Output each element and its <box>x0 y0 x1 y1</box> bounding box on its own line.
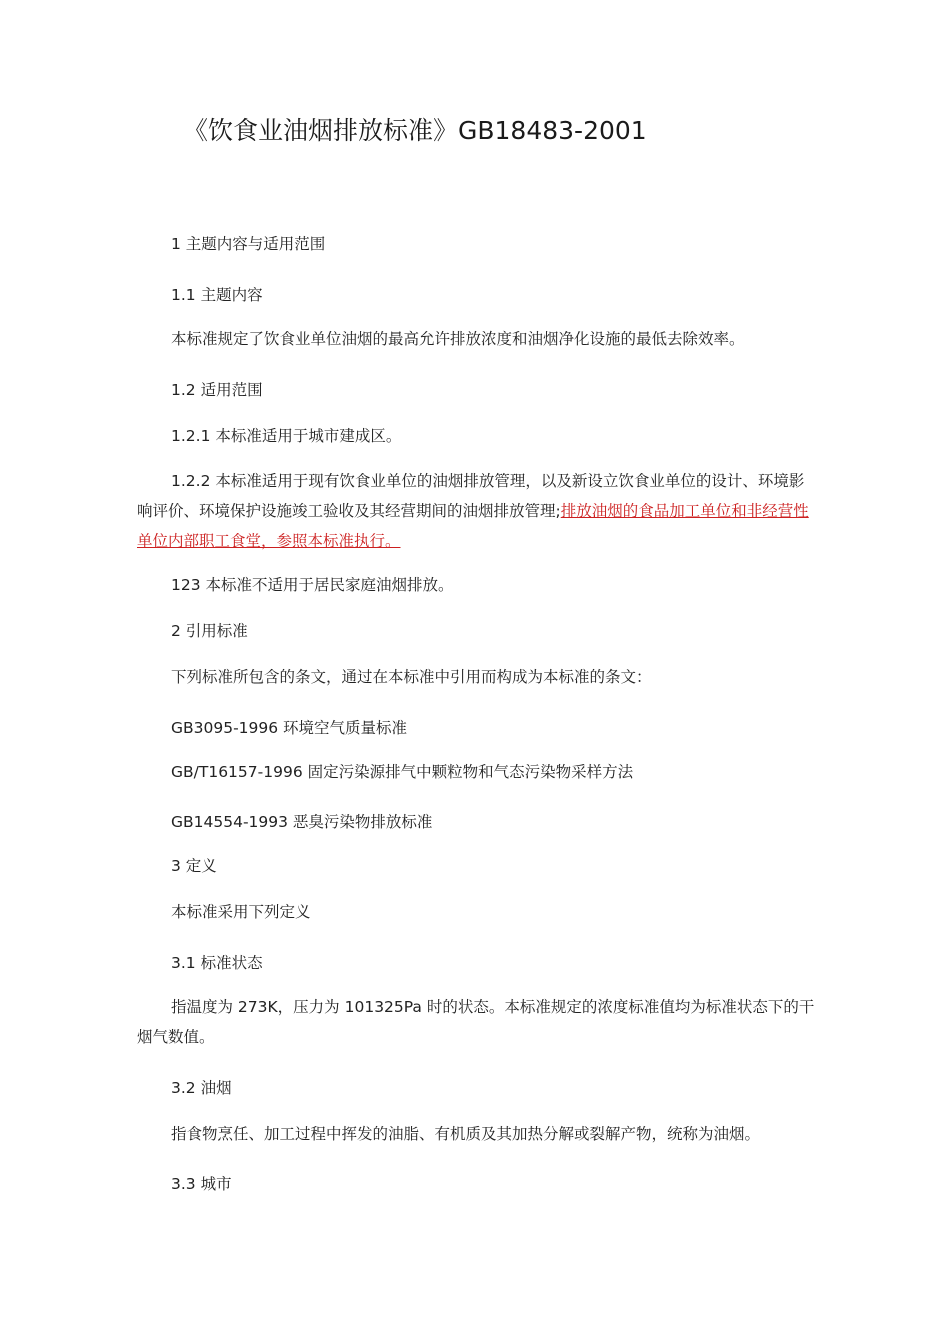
section-1-2-3-text: 123 本标准不适用于居民家庭油烟排放。 <box>171 576 454 594</box>
section-1-2-heading: 1.2 适用范围 <box>171 381 263 399</box>
section-3-1-heading: 3.1 标准状态 <box>171 954 263 972</box>
section-1-heading: 1 主题内容与适用范围 <box>171 235 326 253</box>
section-3-2-text: 指食物烹任、加工过程中挥发的油脂、有机质及其加热分解或裂解产物，统称为油烟。 <box>171 1125 761 1143</box>
section-3-text: 本标准采用下列定义 <box>171 903 311 921</box>
section-3-3-heading: 3.3 城市 <box>171 1175 232 1193</box>
section-1-2-1-text: 1.2.1 本标准适用于城市建成区。 <box>171 427 402 445</box>
section-3-2-heading: 3.2 油烟 <box>171 1079 232 1097</box>
reference-1: GB3095-1996 环境空气质量标准 <box>171 719 408 737</box>
section-1-2-2-text <box>137 466 817 556</box>
section-2-heading: 2 引用标准 <box>171 622 248 640</box>
section-2-text: 下列标准所包含的条文，通过在本标准中引用而构成为本标准的条文： <box>171 668 652 686</box>
section-3-heading: 3 定义 <box>171 857 217 875</box>
section-3-1-text: 指温度为 273K，压力为 101325Pa 时的状态。本标准规定的浓度标准值均为标准状态下的干烟气数值。 <box>137 998 815 1046</box>
document-title: 《饮食业油烟排放标准》GB18483-2001 <box>183 116 647 145</box>
section-1-2-2-highlight: 排放油烟的食品加工单位和非经营性单位内部职工食堂，参照本标准执行。 <box>137 502 809 550</box>
section-1-2-2-normal: 1.2.2 本标准适用于现有饮食业单位的油烟排放管理，以及新设立饮食业单位的设计、环境影响评价、环境保护设施竣工验收及其经营期间的油烟排放管理; <box>137 472 805 520</box>
reference-3: GB14554-1993 恶臭污染物排放标准 <box>171 813 433 831</box>
section-1-1-heading: 1.1 主题内容 <box>171 286 263 304</box>
section-1-1-text: 本标准规定了饮食业单位油烟的最高允许排放浓度和油烟净化设施的最低去除效率。 <box>171 330 745 348</box>
reference-2: GB/T16157-1996 固定污染源排气中颗粒物和气态污染物采样方法 <box>171 763 634 781</box>
